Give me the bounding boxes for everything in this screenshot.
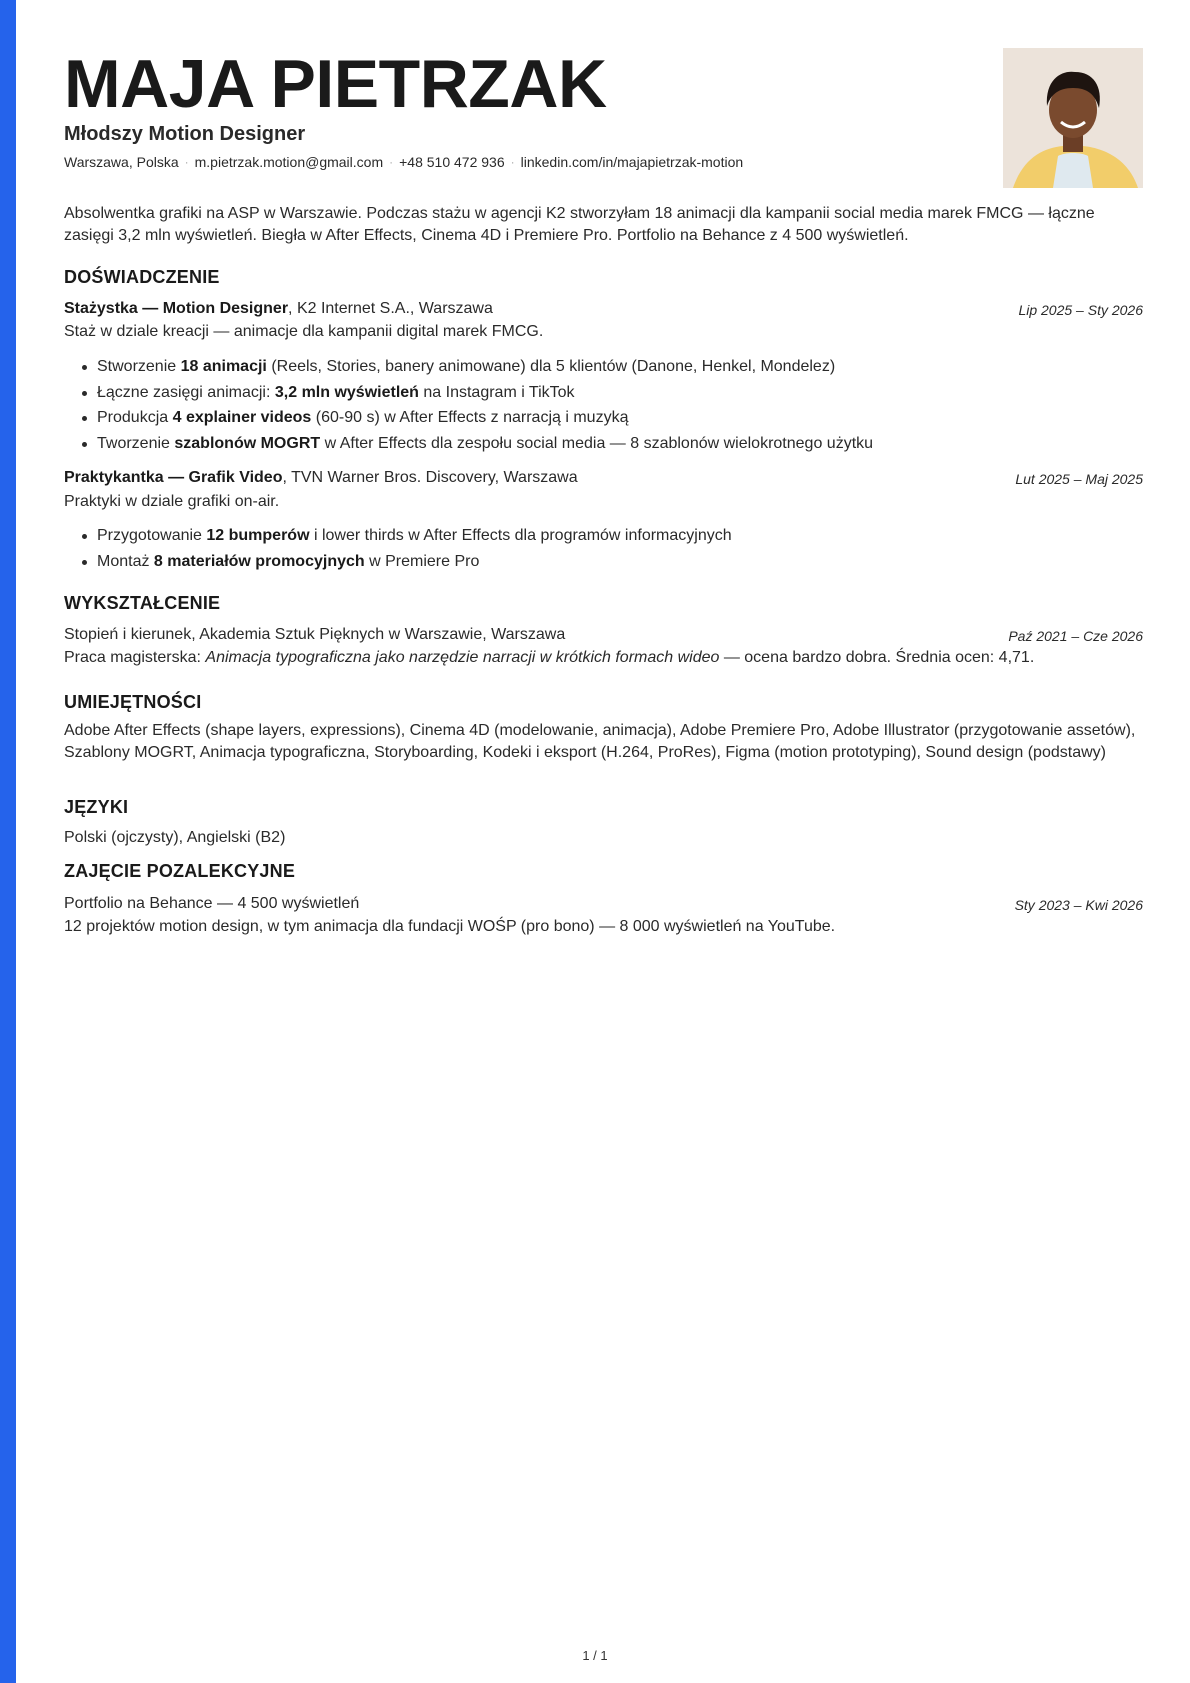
list-item: Stworzenie 18 animacji (Reels, Stories, banery animowane) dla 5 klientów (Danone, Henkel, Mondelez) bbox=[80, 354, 1140, 380]
extracurricular-title: Portfolio na Behance — 4 500 wyświetleń Sty 2023 – Kwi 2026 bbox=[64, 893, 1143, 915]
contact-location: Warszawa, Polska bbox=[64, 154, 179, 170]
languages-list: Polski (ojczysty), Angielski (B2) bbox=[64, 829, 286, 846]
profile-photo bbox=[1003, 48, 1143, 188]
job-dates: Lip 2025 – Sty 2026 bbox=[1018, 302, 1143, 318]
list-item: Produkcja 4 explainer videos (60-90 s) w After Effects z narracją i muzyką bbox=[80, 405, 1140, 431]
contact-phone[interactable]: +48 510 472 936 bbox=[399, 154, 505, 170]
profile-summary: Absolwentka grafiki na ASP w Warszawie. Podczas stażu w agencji K2 stworzyłam 18 animacji dla kampanii social media marek FMCG — łączne zasięgi 3,2 mln wyświetleń. Biegła w After Effects, Cinema 4D i Premiere Pro. Portfolio na Behance z 4 500 wyświetleń. bbox=[64, 205, 1095, 244]
job-description: Praktyki w dziale grafiki on-air. bbox=[64, 493, 280, 510]
job-role: Praktykantka — Grafik Video bbox=[64, 469, 283, 486]
job-header bbox=[64, 298, 1143, 320]
education-degree: Stopień i kierunek, Akademia Sztuk Pięknych w Warszawie, Warszawa Paź 2021 – Cze 2026 bbox=[64, 624, 1143, 646]
job-description: Staż w dziale kreacji — animacje dla kampanii digital marek FMCG. bbox=[64, 323, 544, 340]
section-heading-extracurricular: ZAJĘCIE POZALEKCYJNE bbox=[64, 861, 296, 881]
thesis-title: Animacja typograficzna jako narzędzie narracji w krótkich formach wideo bbox=[205, 649, 720, 666]
job-title: Młodszy Motion Designer bbox=[64, 123, 306, 145]
list-item: Łączne zasięgi animacji: 3,2 mln wyświetleń na Instagram i TikTok bbox=[80, 380, 1140, 406]
page-number: 1 / 1 bbox=[582, 1648, 608, 1663]
section-heading-languages: JĘZYKI bbox=[64, 797, 129, 817]
extracurricular-description: 12 projektów motion design, w tym animacja dla fundacji WOŚP (pro bono) — 8 000 wyświetleń na YouTube. bbox=[64, 918, 836, 935]
job-role: Stażystka — Motion Designer bbox=[64, 300, 289, 317]
job-bullet-list bbox=[80, 523, 1140, 574]
resume-page bbox=[64, 0, 1143, 935]
job-company: , TVN Warner Bros. Discovery, Warszawa bbox=[282, 469, 578, 486]
separator-dot: · bbox=[510, 155, 515, 169]
contact-line bbox=[64, 154, 743, 170]
section-heading-education: WYKSZTAŁCENIE bbox=[64, 593, 221, 613]
job-dates: Lut 2025 – Maj 2025 bbox=[1015, 471, 1143, 487]
education-dates: Paź 2021 – Cze 2026 bbox=[1008, 628, 1143, 644]
job-company: , K2 Internet S.A., Warszawa bbox=[288, 300, 493, 317]
candidate-name: MAJA PIETRZAK bbox=[64, 46, 607, 122]
skills-list: Adobe After Effects (shape layers, expressions), Cinema 4D (modelowanie, animacja), Adobe Premiere Pro, Adobe Illustrator (przygotowanie assetów), Szablony MOGRT, Animacja typograficzna, Storyboarding, Kodeki i eksport (H.264, ProRes), Figma (motion prototyping), Sound design (podstawy) bbox=[64, 722, 1136, 761]
section-heading-skills: UMIEJĘTNOŚCI bbox=[64, 692, 202, 712]
job-bullet-list bbox=[80, 354, 1140, 456]
contact-email[interactable]: m.pietrzak.motion@gmail.com bbox=[194, 154, 384, 170]
list-item: Przygotowanie 12 bumperów i lower thirds w After Effects dla programów informacyjnych bbox=[80, 523, 1140, 549]
accent-sidebar-bar bbox=[0, 0, 16, 1683]
separator-dot: · bbox=[389, 155, 394, 169]
job-header bbox=[64, 467, 1143, 489]
separator-dot: · bbox=[184, 155, 189, 169]
portrait-image-icon bbox=[1003, 48, 1143, 188]
section-heading-experience: DOŚWIADCZENIE bbox=[64, 267, 220, 287]
extracurricular-dates: Sty 2023 – Kwi 2026 bbox=[1014, 897, 1143, 913]
education-thesis: Praca magisterska: Animacja typograficzna jako narzędzie narracji w krótkich formach wideo — ocena bardzo dobra. Średnia ocen: 4,71. bbox=[64, 649, 1035, 666]
contact-linkedin[interactable]: linkedin.com/in/majapietrzak-motion bbox=[520, 154, 744, 170]
list-item: Tworzenie szablonów MOGRT w After Effects dla zespołu social media — 8 szablonów wielokrotnego użytku bbox=[80, 431, 1140, 457]
list-item: Montaż 8 materiałów promocyjnych w Premiere Pro bbox=[80, 549, 1140, 575]
resume-header bbox=[64, 0, 1143, 200]
